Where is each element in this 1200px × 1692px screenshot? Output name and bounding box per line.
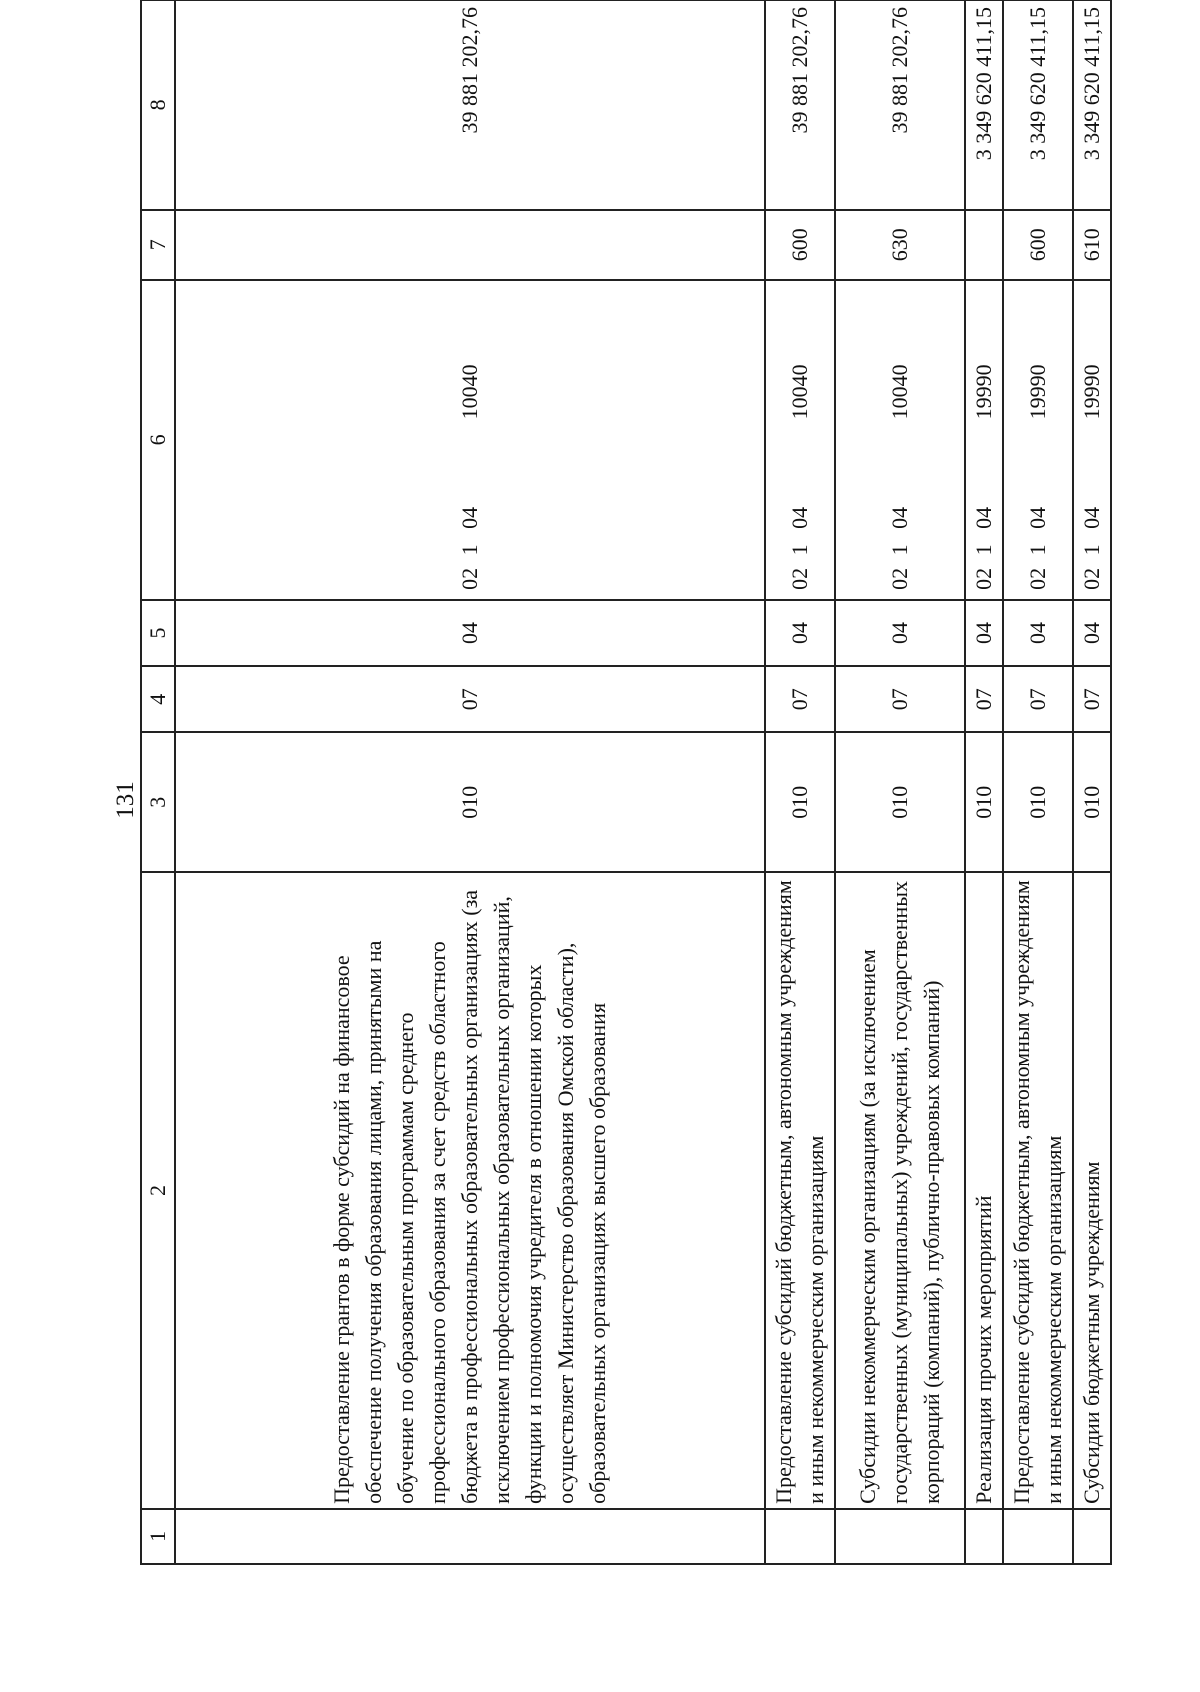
section-cell: 07 (175, 666, 765, 732)
row-number-cell (1073, 1509, 1111, 1564)
header-cell: 4 (141, 666, 175, 732)
target-code-part: 04 (1079, 506, 1104, 529)
code-cell: 010 (765, 732, 835, 872)
table-row (765, 0, 835, 1564)
target-code-cell (835, 280, 965, 600)
target-code-part: 1 (787, 544, 812, 556)
description-cell: Предоставление субсидий бюджетным, автономным учреждениям и иным некоммерческим организациям (1003, 872, 1073, 1509)
expense-type-cell: 600 (765, 210, 835, 280)
description-cell: Субсидии бюджетным учреждениям (1073, 872, 1111, 1509)
section-cell: 07 (1003, 666, 1073, 732)
subsection-cell: 04 (765, 600, 835, 666)
target-code-part: 04 (457, 506, 482, 529)
amount-cell: 39 881 202,76 (835, 0, 965, 210)
header-cell: 7 (141, 210, 175, 280)
description-cell: Предоставление грантов в форме субсидий на финансовое обеспечение получения образования лицами, принятыми на обучение по образовательным программам среднего профессионального образования за счет средств областного бюджета в профессиональных образовательных организациях (за исключением профессиональных образовательных организаций, функции и полномочия учредителя в отношении которых осуществляет Министерство образования Омской области), образовательных организациях высшего образования (175, 872, 765, 1509)
expense-type-cell: 630 (835, 210, 965, 280)
target-code-cell (1003, 280, 1073, 600)
header-row (141, 0, 175, 1564)
target-code-cell (765, 280, 835, 600)
subsection-cell: 04 (1073, 600, 1111, 666)
target-code-part: 04 (887, 506, 912, 529)
budget-table (140, 0, 1112, 1565)
target-code-part: 10040 (887, 364, 912, 420)
header-cell: 6 (141, 280, 175, 600)
header-cell: 3 (141, 732, 175, 872)
code-cell: 010 (175, 732, 765, 872)
row-number-cell (175, 1509, 765, 1564)
description-cell: Предоставление субсидий бюджетным, автономным учреждениям и иным некоммерческим организациям (765, 872, 835, 1509)
target-code-part: 1 (971, 544, 996, 556)
expense-type-cell (175, 210, 765, 280)
header-cell: 1 (141, 1509, 175, 1564)
section-cell: 07 (835, 666, 965, 732)
target-code-part: 1 (457, 544, 482, 556)
target-code-part: 02 (787, 567, 812, 590)
target-code-part: 10040 (457, 364, 482, 420)
table-row (175, 0, 765, 1564)
code-cell: 010 (1003, 732, 1073, 872)
amount-cell: 39 881 202,76 (175, 0, 765, 210)
target-code-cell (1073, 280, 1111, 600)
header-cell: 8 (141, 0, 175, 210)
expense-type-cell (965, 210, 1003, 280)
table-row (1073, 0, 1111, 1564)
target-code-part: 02 (457, 567, 482, 590)
description-cell: Субсидии некоммерческим организациям (за исключением государственных (муниципальных) учреждений, государственных корпораций (компаний), публично-правовых компаний) (835, 872, 965, 1509)
subsection-cell: 04 (1003, 600, 1073, 666)
table-row (835, 0, 965, 1564)
target-code-part: 19990 (1025, 364, 1050, 420)
subsection-cell: 04 (175, 600, 765, 666)
target-code-part: 04 (971, 506, 996, 529)
amount-cell: 3 349 620 411,15 (1073, 0, 1111, 210)
row-number-cell (1003, 1509, 1073, 1564)
target-code-part: 02 (1025, 567, 1050, 590)
target-code-part: 04 (787, 506, 812, 529)
code-cell: 010 (835, 732, 965, 872)
target-code-part: 1 (1079, 544, 1104, 556)
expense-type-cell: 600 (1003, 210, 1073, 280)
page-number: 131 (112, 781, 139, 819)
section-cell: 07 (765, 666, 835, 732)
amount-cell: 39 881 202,76 (765, 0, 835, 210)
description-cell: Реализация прочих мероприятий (965, 872, 1003, 1509)
code-cell: 010 (965, 732, 1003, 872)
code-cell: 010 (1073, 732, 1111, 872)
subsection-cell: 04 (835, 600, 965, 666)
row-number-cell (965, 1509, 1003, 1564)
target-code-cell (965, 280, 1003, 600)
target-code-part: 10040 (787, 364, 812, 420)
row-number-cell (835, 1509, 965, 1564)
target-code-part: 19990 (1079, 364, 1104, 420)
amount-cell: 3 349 620 411,15 (965, 0, 1003, 210)
expense-type-cell: 610 (1073, 210, 1111, 280)
header-cell: 2 (141, 872, 175, 1509)
subsection-cell: 04 (965, 600, 1003, 666)
table-row (965, 0, 1003, 1564)
header-cell: 5 (141, 600, 175, 666)
row-number-cell (765, 1509, 835, 1564)
section-cell: 07 (965, 666, 1003, 732)
target-code-part: 1 (1025, 544, 1050, 556)
amount-cell: 3 349 620 411,15 (1003, 0, 1073, 210)
target-code-part: 04 (1025, 506, 1050, 529)
target-code-part: 02 (971, 567, 996, 590)
target-code-part: 02 (887, 567, 912, 590)
target-code-part: 02 (1079, 567, 1104, 590)
section-cell: 07 (1073, 666, 1111, 732)
table-row (1003, 0, 1073, 1564)
target-code-cell (175, 280, 765, 600)
target-code-part: 19990 (971, 364, 996, 420)
target-code-part: 1 (887, 544, 912, 556)
